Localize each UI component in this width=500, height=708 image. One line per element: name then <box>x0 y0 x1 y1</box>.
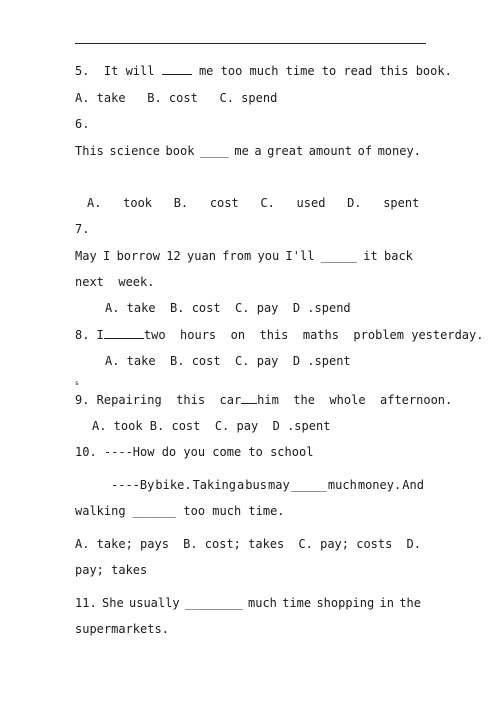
q9-blank <box>241 393 257 404</box>
q8-blank <box>104 328 144 339</box>
q5-blank <box>162 64 192 75</box>
q10-stem: ----By bike. Taking a bus may _____ much money. And <box>111 478 424 492</box>
top-rule <box>75 43 426 44</box>
q11-stem-line2: supermarkets. <box>75 622 169 636</box>
stray-mark: s <box>75 380 79 387</box>
q8-line: 8. I two hours on this maths problem yesterday. <box>75 328 484 342</box>
q6-number: 6. <box>75 117 90 131</box>
q10-options: A. take; pays B. cost; takes C. pay; costs D. <box>75 537 421 551</box>
q11-stem: 11. She usually ________ much time shopping in the <box>75 596 421 610</box>
q7-stem: May I borrow 12 yuan from you I'll _____ it back <box>75 249 413 263</box>
q8-options: A. take B. cost C. pay D .spent <box>105 354 351 368</box>
q7-options: A. take B. cost C. pay D .spend <box>105 301 351 315</box>
q5-number: 5. <box>75 64 90 78</box>
q9-options: A. took B. cost C. pay D .spent <box>92 419 331 433</box>
q10-options-line2: pay; takes <box>75 563 148 577</box>
q10-stem-line2: walking ______ too much time. <box>75 504 285 518</box>
q5-line: 5. It will me too much time to read this book. <box>75 64 452 78</box>
q5-options: A. take B. cost C. spend <box>75 91 278 105</box>
q6-stem: This science book ____ me a great amount of money. <box>75 144 421 158</box>
q10-line: 10. ----How do you come to school <box>75 445 314 459</box>
q7-number: 7. <box>75 222 90 236</box>
q9-line: 9. Repairing this car him the whole afternoon. <box>75 393 453 407</box>
q6-options: A. took B. cost C. used D. spent <box>87 196 420 210</box>
q7-stem-line2: next week. <box>75 275 155 289</box>
